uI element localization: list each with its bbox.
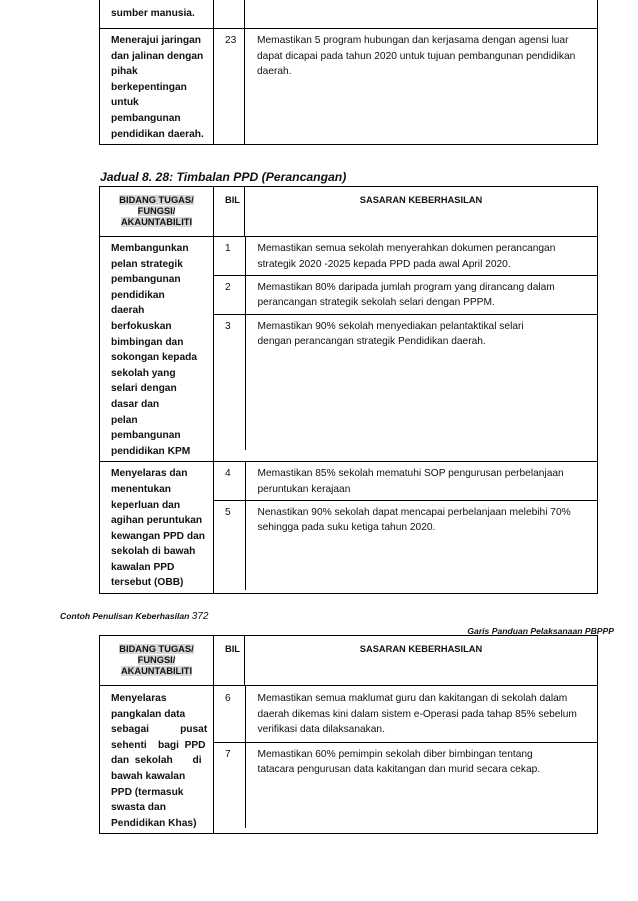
- area-line: pembangunan: [111, 274, 181, 286]
- cell-target: [245, 0, 598, 29]
- bil-number: 3: [225, 320, 231, 332]
- footer-label: Contoh Penulisan Keberhasilan: [60, 611, 190, 621]
- cell-bil: [214, 275, 245, 314]
- table-title: Jadual 8. 28: Timbalan PPD (Perancangan): [100, 170, 347, 184]
- cell-target: [245, 275, 597, 314]
- targets-table: [99, 186, 598, 594]
- cell-area: [100, 0, 214, 29]
- area-line: Menyelaras: [111, 693, 167, 704]
- cell-bil: [214, 314, 245, 450]
- bil-number: 5: [225, 506, 231, 518]
- continuation-table: [99, 0, 598, 145]
- target-line: dapat dicapai pada tahun 2020 untuk tujuan pembangunan pendidikan: [257, 50, 576, 62]
- area-line: pendidikan: [111, 289, 165, 301]
- table-row: [214, 314, 597, 450]
- cell-area: [100, 686, 214, 834]
- cell-area: [100, 462, 214, 594]
- area-line: Menerajui jaringan: [111, 35, 202, 46]
- area-line: sekolah di bawah: [111, 546, 196, 558]
- area-line: pangkalan data: [111, 708, 186, 720]
- cell-bil: [214, 742, 245, 828]
- target-line: Memastikan 80% daripada jumlah program yang dirancang dalam: [257, 281, 555, 293]
- table-row: [214, 237, 597, 275]
- subrows: [214, 686, 597, 828]
- header-area: [100, 187, 214, 237]
- target-line: Memastikan 85% sekolah mematuhi SOP pengurusan perbelanjaan: [257, 468, 564, 480]
- area-line: pembangunan: [111, 430, 181, 442]
- area-line: menentukan: [111, 483, 172, 495]
- header-text: BIDANG TUGAS/: [119, 195, 194, 205]
- area-line: Menyelaras dan: [111, 468, 188, 480]
- header-text: AKAUNTABILITI: [120, 217, 193, 227]
- page-number: 372: [191, 611, 209, 622]
- target-line: Memastikan semua sekolah menyerahkan dokumen perancangan: [257, 243, 556, 254]
- area-text: sumber manusia.: [111, 8, 195, 19]
- group-rows: [214, 237, 598, 462]
- area-line: sebagai pusat: [111, 724, 208, 736]
- target-line: daerah.: [257, 66, 292, 78]
- header-area: [100, 636, 214, 686]
- target-line: sehingga pada suku ketiga tahun 2020.: [257, 522, 436, 534]
- area-line: dasar dan: [111, 398, 160, 410]
- target-line: tatacara pengurusan data kakitangan dan murid secara cekap.: [257, 764, 541, 776]
- header-text: SASARAN KEBERHASILAN: [359, 644, 483, 654]
- group-rows: [214, 686, 598, 834]
- target-line: Memastikan 5 program hubungan dan kerjasama dengan agensi luar: [257, 35, 569, 46]
- area-line: Membangunkan: [111, 243, 189, 254]
- header-target: [245, 187, 598, 237]
- table-row: [214, 686, 597, 742]
- header-text: BIL: [225, 644, 240, 654]
- cell-target: [245, 462, 597, 500]
- target-line: Memastikan semua maklumat guru dan kakitangan di sekolah dalam: [257, 693, 568, 704]
- header-text: BIDANG TUGAS/: [119, 644, 194, 654]
- area-line: tersebut (OBB): [111, 577, 184, 589]
- area-line: agihan peruntukan: [111, 515, 203, 527]
- target-line: daerah dikemas kini dalam sistem e-Operasi pada tahap 85% sebelum: [257, 708, 577, 720]
- header-text: FUNGSI/: [137, 206, 176, 216]
- header-text: BIL: [225, 195, 240, 205]
- cell-area: [100, 29, 214, 145]
- cell-bil: [214, 686, 245, 742]
- subrows: [214, 462, 597, 590]
- area-line: pembangunan: [111, 112, 181, 124]
- area-line: selari dengan: [111, 383, 177, 395]
- target-line: Memastikan 60% pemimpin sekolah diber bimbingan tentang: [257, 748, 533, 760]
- cell-bil: [214, 500, 245, 590]
- cell-bil: [214, 237, 245, 275]
- table-row: [214, 462, 597, 500]
- area-line: Pendidikan Khas): [111, 817, 197, 829]
- bil-number: 7: [225, 748, 231, 760]
- cell-area: [100, 237, 214, 462]
- target-line: Memastikan 90% sekolah menyediakan pelantaktikal selari: [257, 320, 524, 332]
- cell-target: [245, 742, 597, 828]
- area-line: swasta dan: [111, 802, 166, 814]
- target-line: verifikasi data dilaksanakan.: [257, 724, 385, 736]
- area-line: keperluan dan: [111, 499, 181, 511]
- target-line: dengan perancangan strategik Pendidikan daerah.: [257, 336, 486, 348]
- area-line: daerah: [111, 305, 145, 317]
- area-line: berkepentingan: [111, 81, 187, 93]
- header-bil: [214, 187, 245, 237]
- cell-bil: [214, 462, 245, 500]
- target-line: Nenastikan 90% sekolah dapat mencapai perbelanjaan melebihi 70%: [257, 506, 571, 518]
- subrows: [214, 237, 597, 450]
- running-header: Garis Panduan Pelaksanaan PBPPP: [467, 626, 614, 636]
- cell-bil: [214, 29, 245, 145]
- cell-target: [245, 686, 597, 742]
- target-line: peruntukan kerajaan: [257, 483, 351, 495]
- cell-bil: [214, 0, 245, 29]
- bil-number: 23: [225, 35, 237, 46]
- area-line: berfokuskan: [111, 320, 172, 332]
- bil-number: 2: [225, 281, 231, 293]
- bil-number: 6: [225, 693, 231, 704]
- header-text: AKAUNTABILITI: [120, 666, 193, 676]
- header-text: FUNGSI/: [137, 655, 176, 665]
- area-line: PPD (termasuk: [111, 786, 184, 798]
- area-line: pendidikan KPM: [111, 445, 191, 457]
- table-row: [214, 500, 597, 590]
- table-row: [214, 275, 597, 314]
- area-line: pihak: [111, 66, 138, 78]
- targets-table-continued: [99, 635, 598, 834]
- area-line: sokongan kepada: [111, 352, 198, 364]
- header-bil: [214, 636, 245, 686]
- area-line: kawalan PPD: [111, 561, 175, 573]
- table-row: [214, 742, 597, 828]
- area-line: dan jalinan dengan: [111, 50, 204, 62]
- group-rows: [214, 462, 598, 594]
- cell-target: [245, 237, 597, 275]
- footer-left: [60, 611, 208, 622]
- area-line: untuk: [111, 97, 139, 109]
- bil-number: 1: [225, 243, 231, 254]
- header-text: SASARAN KEBERHASILAN: [359, 195, 483, 205]
- cell-target: [245, 29, 598, 145]
- area-line: bimbingan dan: [111, 336, 184, 348]
- area-line: sehenti bagi PPD: [111, 739, 206, 751]
- area-line: bawah kawalan: [111, 770, 186, 782]
- target-line: perancangan strategik sekolah selari dengan PPPM.: [257, 297, 495, 309]
- header-target: [245, 636, 598, 686]
- area-line: pelan strategik: [111, 258, 183, 270]
- area-line: sekolah yang: [111, 367, 176, 379]
- area-line: pelan: [111, 414, 138, 426]
- cell-target: [245, 314, 597, 450]
- cell-target: [245, 500, 597, 590]
- target-line: strategik 2020 -2025 kepada PPD pada awal April 2020.: [257, 258, 511, 270]
- bil-number: 4: [225, 468, 231, 480]
- area-line: pendidikan daerah.: [111, 128, 204, 140]
- area-line: kewangan PPD dan: [111, 530, 205, 542]
- area-line: dan sekolah di: [111, 755, 202, 767]
